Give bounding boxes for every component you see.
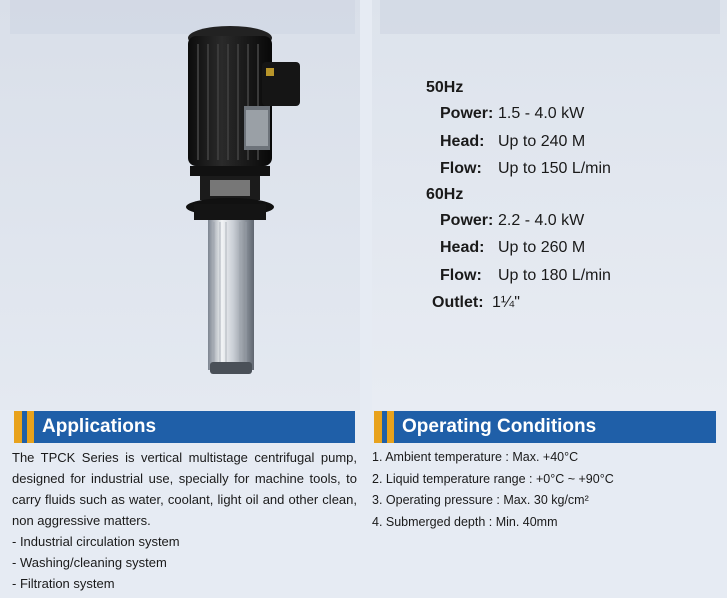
applications-body (12, 447, 357, 594)
list-item: 1. Ambient temperature : Max. +40°C (372, 450, 579, 464)
head-label: Head: (440, 239, 485, 256)
flow-value: Up to 180 L/min (498, 266, 611, 284)
background-strip-right (380, 0, 720, 34)
pump-image (180, 22, 310, 382)
power-value: 2.2 - 4.0 kW (498, 211, 585, 229)
specifications (426, 76, 716, 317)
list-item: - Filtration system (12, 576, 115, 591)
spec-50hz-power (426, 100, 716, 128)
head-label: Head: (440, 132, 485, 150)
outlet-value: 1¼" (492, 294, 520, 311)
spec-50hz-title: 50Hz (426, 79, 464, 96)
operating-conditions-header (374, 411, 716, 443)
list-item: - Industrial circulation system (12, 534, 180, 549)
outlet-label: Outlet: (432, 294, 484, 311)
header-accent-stripe (382, 411, 387, 443)
power-label: Power: (440, 105, 494, 122)
list-item: 2. Liquid temperature range : +0°C ~ +90°C (372, 471, 614, 486)
flow-label: Flow: (440, 266, 482, 284)
spec-outlet (426, 289, 716, 317)
applications-title: Applications (42, 416, 157, 437)
head-value: Up to 240 M (498, 132, 586, 150)
list-item: - Washing/cleaning system (12, 555, 167, 570)
list-item: 4. Submerged depth : Min. 40mm (372, 514, 558, 529)
power-label: Power: (440, 211, 494, 229)
power-value: 1.5 - 4.0 kW (498, 105, 585, 122)
applications-header (14, 411, 355, 443)
operating-conditions-title: Operating Conditions (402, 416, 597, 437)
applications-list (12, 531, 357, 594)
spec-60hz-head (426, 234, 716, 262)
flow-label: Flow: (440, 160, 482, 177)
flow-value: Up to 150 L/min (498, 160, 611, 177)
applications-description: The TPCK Series is vertical multistage centrifugal pump, designed for industrial use, specially for machine tools, to carry fluids such as water, coolant, light oil and other clean, non aggressive matters. (12, 450, 357, 528)
head-value: Up to 260 M (498, 239, 586, 256)
operating-conditions-list (372, 447, 717, 533)
spec-60hz-flow (426, 262, 716, 290)
header-accent-stripe (22, 411, 27, 443)
spec-60hz-title: 60Hz (426, 185, 464, 203)
spec-60hz-power (426, 207, 716, 235)
list-item: 3. Operating pressure : Max. 30 kg/cm² (372, 493, 589, 507)
spec-50hz-flow (426, 155, 716, 183)
spec-50hz-head (426, 128, 716, 156)
